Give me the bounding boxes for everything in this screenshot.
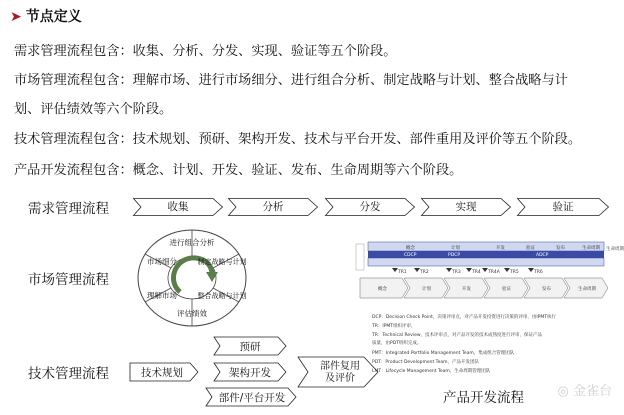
market-segment-label: 进行组合分析 <box>169 238 215 247</box>
section-heading <box>10 6 82 26</box>
paragraph-product: 产品开发流程包含：概念、计划、开发、验证、发布、生命周期等六个阶段。 <box>14 163 463 178</box>
product-legend-line: PDT：Product Development Team，产品开发团队 <box>372 360 480 365</box>
demand-stage-label: 收集 <box>167 201 189 213</box>
product-phase-label: 概念 <box>378 287 387 292</box>
product-phase-row <box>360 278 608 298</box>
product-process-label: 产品开发流程 <box>443 390 524 406</box>
demand-stage-analyze <box>228 198 318 216</box>
product-top-label: 概念 <box>406 246 415 251</box>
product-top-label: 生命周期 <box>582 246 600 251</box>
demand-process-label: 需求管理流程 <box>28 201 109 217</box>
product-tr-label: TR4A <box>488 270 500 275</box>
product-legend-line: TR：Technical Review，技术评审点，对产品开发的技术成熟度进行评审，保证产品 <box>372 333 543 338</box>
product-top-label: 发布 <box>556 246 565 251</box>
product-right-label: 生命周期 <box>606 247 624 252</box>
product-phase-label: 开发 <box>462 287 471 292</box>
product-top-label: 计划 <box>451 246 460 251</box>
market-segment-label: 市场细分 <box>147 257 177 266</box>
product-dcp-label: CDCP <box>404 253 417 258</box>
tech-process-label: 技术管理流程 <box>28 366 109 382</box>
tech-research-label: 预研 <box>239 341 261 353</box>
market-cycle-diagram <box>136 228 248 328</box>
product-tr-label: TR4 <box>472 270 481 275</box>
demand-stage-collect <box>133 198 223 216</box>
product-tr-label: TR1 <box>398 270 407 275</box>
product-dcp-label: ADCP <box>536 253 549 258</box>
market-segment-label: 评估绩效 <box>177 309 207 318</box>
tech-flow-diagram <box>128 330 383 410</box>
watermark-text: 金雀台 <box>572 384 612 399</box>
product-legend-line: LMT：Lifecycle Management Team，生命周期管理团队 <box>372 369 491 374</box>
triangle-bullet-icon: ➤ <box>10 9 22 25</box>
product-legend-line: TR：IPMT组织评审， <box>372 324 416 329</box>
product-legend-line: PMT：Integrated Portfolio Management Team，集成组合管理团队 <box>372 351 515 356</box>
watermark <box>558 380 613 399</box>
demand-stage-label: 实现 <box>455 201 477 213</box>
product-tr-label: TR5 <box>510 270 519 275</box>
market-segment-label: 制定战略与计划 <box>197 258 247 266</box>
paragraph-market-cont: 划、评估绩效等六个阶段。 <box>14 102 173 117</box>
product-phase-label: 发布 <box>542 287 551 292</box>
demand-stage-label: 验证 <box>552 201 574 213</box>
tech-reuse-label-line2: 及评价 <box>325 373 355 384</box>
paragraph-tech: 技术管理流程包含：技术规划、预研、架构开发、技术与平台开发、部件重用及评价等五个阶段。 <box>14 132 582 147</box>
demand-stage-label: 分析 <box>262 201 284 213</box>
product-top-label: 验证 <box>526 246 535 251</box>
product-dcp-label: PDCP <box>448 253 461 258</box>
product-tr-label: TR2 <box>420 270 429 275</box>
section-heading-text: 节点定义 <box>25 9 82 25</box>
tech-reuse-label-line1: 部件复用 <box>320 361 360 372</box>
market-process-label: 市场管理流程 <box>28 272 109 288</box>
market-segment-label: 整合战略与计划 <box>197 292 247 300</box>
market-segment-label: 理解市场 <box>147 291 177 300</box>
product-top-label: 开发 <box>496 246 505 251</box>
demand-stage-verify <box>517 198 609 216</box>
tech-architecture-label: 架构开发 <box>229 367 271 379</box>
paragraph-market: 市场管理流程包含：理解市场、进行市场细分、进行组合分析、制定战略与计划、整合战略与计 <box>14 73 568 88</box>
product-phase-label: 验证 <box>502 287 511 292</box>
demand-stage-label: 分发 <box>359 201 381 213</box>
product-phase-label: 生命周期 <box>578 287 596 292</box>
watermark-logo-icon: ◎ <box>557 384 569 399</box>
product-tr-label: TR3 <box>452 270 461 275</box>
product-legend-line: 质量，由PDT组织完成。 <box>372 341 422 346</box>
demand-stage-implement <box>421 198 511 216</box>
tech-planning-label: 技术规划 <box>141 367 183 379</box>
tech-platform-label: 部件/平台开发 <box>218 392 286 404</box>
product-phase-label: 计划 <box>422 287 431 292</box>
product-development-diagram <box>356 240 624 380</box>
demand-stage-distribute <box>325 198 415 216</box>
product-tr-label: TR6 <box>534 270 543 275</box>
paragraph-demand: 需求管理流程包含：收集、分析、分发、实现、验证等五个阶段。 <box>14 44 397 59</box>
product-legend-line: DCP：Decision Check Point，决策评审点，对产品开发投资进行决策的评审，由IPMT执行 <box>372 315 557 320</box>
